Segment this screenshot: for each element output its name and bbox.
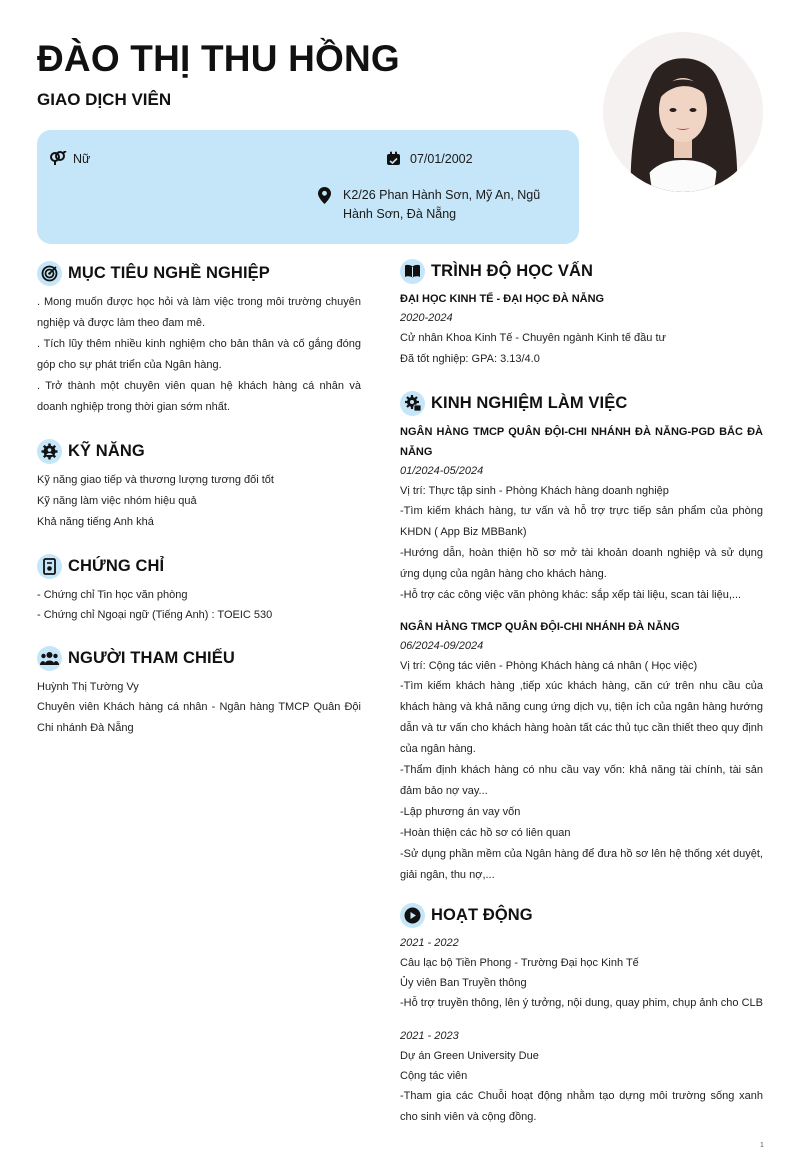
activity-detail: -Hỗ trợ truyền thông, lên ý tưởng, nội dung, quay phim, chụp ảnh cho CLB [400,997,763,1009]
job-detail: -Thẩm định khách hàng có nhu cầu vay vốn: khả năng tài chính, tài sản đảm bảo nợ vay... [400,764,763,797]
portrait-illustration [603,32,763,192]
activity-detail: Câu lạc bộ Tiền Phong - Trường Đại học Kinh Tế [400,957,639,969]
experience-section [400,390,763,886]
job-entry [400,618,763,886]
job-detail: -Sử dụng phần mềm của Ngân hàng để đưa hồ sơ lên hệ thống xét duyệt, giải ngân, thu nợ,... [400,848,763,881]
objective-section [37,260,361,418]
profile-photo [603,32,763,192]
reference-name: Huỳnh Thị Tường Vy [37,681,139,693]
job-detail: -Hỗ trợ các công việc văn phòng khác: sắp xếp tài liệu, scan tài liệu,... [400,589,742,601]
references-section [37,645,361,739]
activities-section [400,902,763,1128]
activity-detail: -Tham gia các Chuỗi hoạt động nhằm tạo dựng môi trường sống xanh cho sinh viên và cộng đồng. [400,1090,763,1123]
skills-gear-icon [37,439,62,464]
education-title: TRÌNH ĐỘ HỌC VẤN [431,261,594,280]
job-detail: -Hướng dẫn, hoàn thiện hồ sơ mở tài khoản doanh nghiệp và sử dụng ứng dụng của ngân hàng cho khách hàng. [400,547,763,580]
school-name: ĐẠI HỌC KINH TẾ - ĐẠI HỌC ĐÀ NẴNG [400,293,605,305]
education-section [400,258,763,370]
skill-item: Kỹ năng làm việc nhóm hiệu quả [37,495,197,507]
people-icon [37,646,62,671]
activity-detail: Cộng tác viên [400,1070,468,1082]
job-title: GIAO DỊCH VIÊN [37,90,172,109]
calendar-icon [386,151,401,166]
birthdate-value: 07/01/2002 [410,152,473,166]
job-detail: -Lập phương án vay vốn [400,806,521,818]
job-detail: -Hoàn thiện các hồ sơ có liên quan [400,827,571,839]
job-detail: Vị trí: Thực tập sinh - Phòng Khách hàng doanh nghiệp [400,485,669,497]
objective-item: . Trở thành một chuyên viên quan hệ khách hàng cá nhân và doanh nghiệp trong thời gian sớm nhất. [37,380,361,413]
skill-item: Khả năng tiếng Anh khá [37,516,154,528]
certificates-title: CHỨNG CHỈ [68,556,165,575]
job-entry [400,422,763,606]
play-icon [400,903,425,928]
address-info [318,186,553,224]
activity-period: 2021 - 2023 [400,1030,459,1042]
job-detail: Vị trí: Cộng tác viên - Phòng Khách hàng cá nhân ( Học việc) [400,660,698,672]
left-column [37,260,361,759]
certificate-icon [37,554,62,579]
address-line-2: Hành Sơn, Đà Nẵng [343,207,457,221]
job-period: 06/2024-09/2024 [400,640,484,652]
work-gear-icon [400,391,425,416]
birthdate-info [386,150,473,169]
job-period: 01/2024-05/2024 [400,465,484,477]
target-icon [37,261,62,286]
certificates-section [37,553,361,625]
objective-item: . Tích lũy thêm nhiều kinh nghiệm cho bản thân và cố gắng đóng góp cho sự phát triển của Ngân hàng. [37,338,361,371]
education-status: Đã tốt nghiệp: GPA: 3.13/4.0 [400,353,540,365]
education-degree: Cử nhân Khoa Kinh Tế - Chuyên ngành Kinh tế đầu tư [400,332,666,344]
references-title: NGƯỜI THAM CHIẾU [68,648,235,667]
skills-title: KỸ NĂNG [68,441,145,460]
activity-period: 2021 - 2022 [400,937,459,949]
experience-title: KINH NGHIỆM LÀM VIỆC [431,393,628,412]
activity-entry [400,1027,763,1128]
gender-value: Nữ [73,152,91,166]
activities-title: HOẠT ĐỘNG [431,905,533,924]
job-detail: -Tìm kiếm khách hàng, tư vấn và hỗ trợ trực tiếp sản phẩm của phòng KHDN ( App Biz MBBank) [400,505,763,538]
activity-detail: Ủy viên Ban Truyền thông [400,977,527,989]
certificate-item: - Chứng chỉ Ngoại ngữ (Tiếng Anh) : TOEIC 530 [37,609,273,621]
activity-detail: Dự án Green University Due [400,1050,539,1062]
page-number: 1 [760,1142,764,1149]
candidate-name: ĐÀO THỊ THU HỒNG [37,38,400,79]
address-line-1: K2/26 Phan Hành Sơn, Mỹ An, Ngũ [343,188,541,202]
education-period: 2020-2024 [400,312,453,324]
objective-title: MỤC TIÊU NGHỀ NGHIỆP [68,263,270,282]
location-pin-icon [318,187,331,204]
right-column [400,258,763,1148]
skills-section [37,438,361,533]
activity-entry [400,934,763,1013]
certificate-item: - Chứng chỉ Tin học văn phòng [37,589,188,601]
job-organization: NGÂN HÀNG TMCP QUÂN ĐỘI-CHI NHÁNH ĐÀ NẴNG-PGD BẮC ĐÀ NẴNG [400,426,763,458]
gender-info [49,150,90,169]
book-icon [400,259,425,284]
skill-item: Kỹ năng giao tiếp và thương lượng tương đối tốt [37,474,274,486]
objective-item: . Mong muốn được học hỏi và làm việc trong môi trường chuyên nghiệp và được làm theo đam mê. [37,296,361,329]
reference-position: Chuyên viên Khách hàng cá nhân - Ngân hàng TMCP Quân Đội Chi nhánh Đà Nẵng [37,701,361,734]
gender-icon [49,151,67,165]
job-organization: NGÂN HÀNG TMCP QUÂN ĐỘI-CHI NHÁNH ĐÀ NẴNG [400,621,680,633]
job-detail: -Tìm kiếm khách hàng ,tiếp xúc khách hàng, căn cứ trên nhu cầu của khách hàng và khả năng cung ứng dịch vụ, tiện ích của ngân hàng hướng dẫn và tư vấn cho khách hàng hoàn tất các thủ tục cần thiết theo quy định của ngân hàng. [400,680,763,755]
